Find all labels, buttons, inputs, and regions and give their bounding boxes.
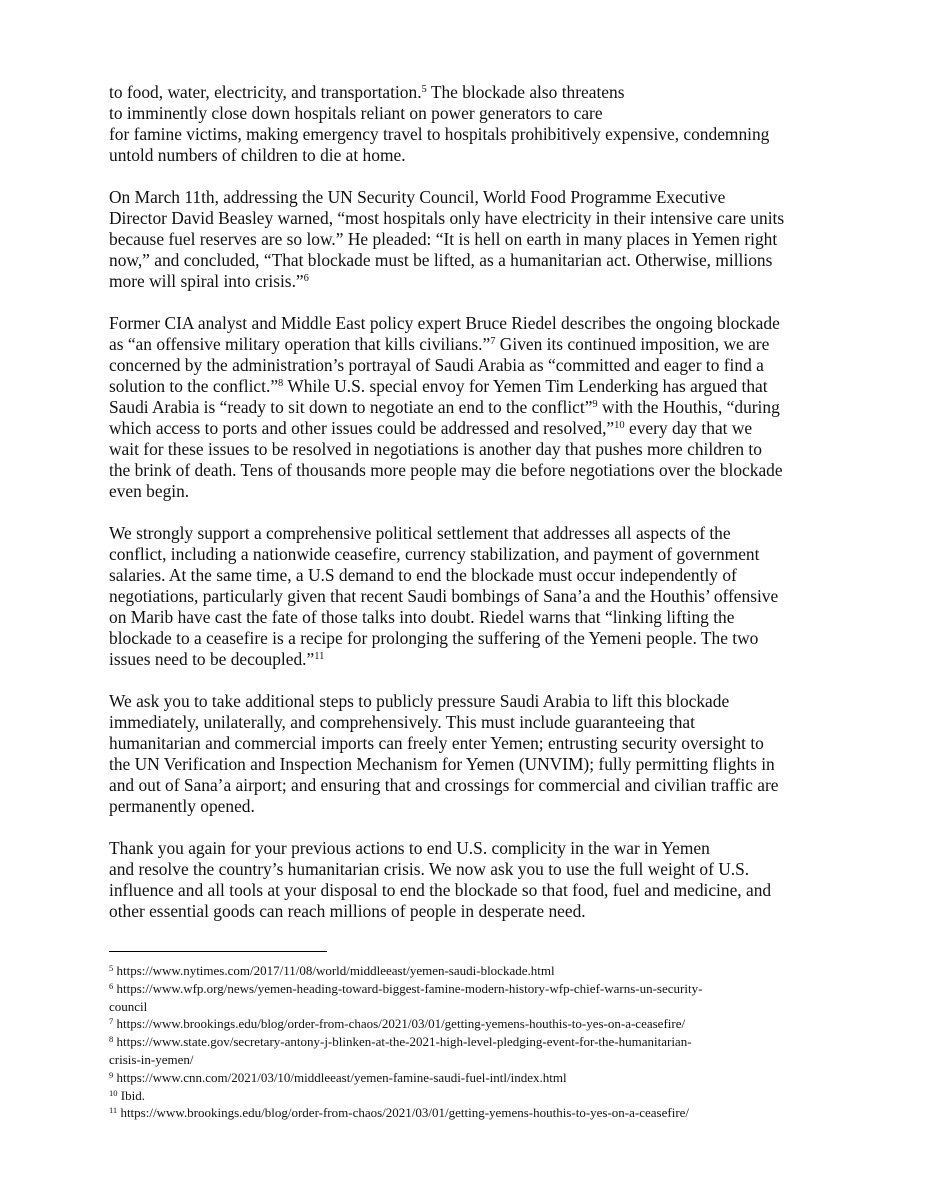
line-text: We strongly support a comprehensive political settlement that addresses all aspects of the [109, 523, 731, 543]
text-line [109, 145, 827, 166]
line-text: issues need to be decoupled.” [109, 649, 315, 669]
text-line [109, 355, 827, 376]
line-text: On March 11th, addressing the UN Security Council, World Food Programme Executive [109, 187, 726, 207]
footnote-marker: 9 [592, 399, 598, 410]
text-line [109, 712, 827, 733]
footnote-text: https://www.brookings.edu/blog/order-from-chaos/2021/03/01/getting-yemens-houthis-to-yes-on-a-ceasefire/ [117, 1105, 690, 1121]
line-text: now,” and concluded, “That blockade must be lifted, as a humanitarian act. Otherwise, millions [109, 250, 773, 270]
text-line [109, 565, 827, 586]
text-line [109, 250, 827, 271]
text-line [109, 586, 827, 607]
line-text: untold numbers of children to die at home. [109, 145, 406, 165]
line-text: other essential goods can reach millions of people in desperate need. [109, 901, 586, 921]
text-line [109, 607, 827, 628]
line-text: Saudi Arabia is “ready to sit down to negotiate an end to the conflict” [109, 397, 593, 417]
text-line [109, 208, 827, 229]
text-line [109, 271, 827, 292]
footnote-number: 9 [109, 1069, 114, 1080]
text-line [109, 187, 827, 208]
line-text: every day that we [624, 418, 753, 438]
line-text: and resolve the country’s humanitarian crisis. We now ask you to use the full weight of U.S. [109, 859, 750, 879]
footnote-marker: 6 [303, 273, 309, 284]
line-text: blockade to a ceasefire is a recipe for prolonging the suffering of the Yemeni people. The two [109, 628, 759, 648]
footnote-entry [109, 980, 827, 998]
footnote-marker: 8 [278, 378, 284, 389]
line-text: for famine victims, making emergency travel to hospitals prohibitively expensive, condemning [109, 124, 770, 144]
footnote-number: 5 [109, 963, 114, 973]
footnote-marker: 11 [314, 651, 325, 662]
footnote-text: crisis-in-yemen/ [109, 1051, 194, 1067]
text-line [109, 460, 827, 481]
line-text: as “an offensive military operation that kills civilians.” [109, 334, 491, 354]
text-line [109, 838, 827, 859]
text-line [109, 796, 827, 817]
line-text: negotiations, particularly given that recent Saudi bombings of Sana’a and the Houthis’ offensive [109, 586, 779, 606]
body-paragraph [109, 82, 827, 166]
footnote-number: 10 [109, 1087, 118, 1098]
letter-body [109, 82, 827, 922]
text-line [109, 880, 827, 901]
footnote-marker: 10 [614, 420, 625, 431]
line-text: immediately, unilaterally, and comprehensively. This must include guaranteeing that [109, 712, 695, 732]
text-line [109, 439, 827, 460]
line-text: to imminently close down hospitals reliant on power generators to care [109, 103, 603, 123]
footnote-entry [109, 962, 827, 980]
line-text: to food, water, electricity, and transportation. [109, 82, 422, 102]
footnote-text: https://www.wfp.org/news/yemen-heading-toward-biggest-famine-modern-history-wfp-chief-warns-un-security- [113, 980, 703, 996]
footnote-entry [109, 1069, 827, 1087]
footnote-text: Ibid. [117, 1087, 145, 1103]
text-line [109, 754, 827, 775]
line-text: permanently opened. [109, 796, 255, 816]
line-text: While U.S. special envoy for Yemen Tim Lenderking has argued that [283, 376, 768, 396]
text-line [109, 397, 827, 418]
text-line [109, 523, 827, 544]
line-text: influence and all tools at your disposal to end the blockade so that food, fuel and medicine, and [109, 880, 772, 900]
line-text: because fuel reserves are so low.” He pleaded: “It is hell on earth in many places in Yemen right [109, 229, 778, 249]
line-text: which access to ports and other issues could be addressed and resolved,” [109, 418, 615, 438]
text-line [109, 859, 827, 880]
text-line [109, 313, 827, 334]
text-line [109, 418, 827, 439]
footnote-entry [109, 1087, 827, 1105]
text-line [109, 82, 827, 103]
line-text: salaries. At the same time, a U.S demand to end the blockade must occur independently of [109, 565, 737, 585]
footnote-text: https://www.nytimes.com/2017/11/08/world/middleeast/yemen-saudi-blockade.html [113, 963, 555, 978]
text-line [109, 733, 827, 754]
line-text: Director David Beasley warned, “most hospitals only have electricity in their intensive care units [109, 208, 785, 228]
line-text: on Marib have cast the fate of those talks into doubt. Riedel warns that “linking lifting the [109, 607, 735, 627]
text-line [109, 334, 827, 355]
text-line [109, 649, 827, 670]
footnotes [109, 962, 827, 1122]
line-text: humanitarian and commercial imports can freely enter Yemen; entrusting security oversight to [109, 733, 764, 753]
line-text: more will spiral into crisis.” [109, 271, 304, 291]
text-line [109, 124, 827, 145]
footnote-number: 6 [109, 980, 114, 991]
text-line [109, 544, 827, 565]
line-text: Thank you again for your previous actions to end U.S. complicity in the war in Yemen [109, 838, 710, 858]
footnote-entry [109, 998, 827, 1016]
text-line [109, 901, 827, 922]
line-text: concerned by the administration’s portrayal of Saudi Arabia as “committed and eager to find a [109, 355, 764, 375]
footnote-text: https://www.state.gov/secretary-antony-j-blinken-at-the-2021-high-level-pledging-event-for-the-humanitarian- [113, 1034, 692, 1050]
footnote-number: 8 [109, 1034, 114, 1045]
footnote-marker: 5 [421, 84, 427, 95]
text-line [109, 481, 827, 502]
line-text: the UN Verification and Inspection Mechanism for Yemen (UNVIM); fully permitting flights in [109, 754, 775, 774]
body-paragraph [109, 523, 827, 670]
line-text: the brink of death. Tens of thousands more people may die before negotiations over the blockade [109, 460, 783, 480]
line-text: solution to the conflict.” [109, 376, 279, 396]
footnote-marker: 7 [490, 336, 496, 347]
body-paragraph [109, 313, 827, 502]
footnote-number: 7 [109, 1016, 114, 1027]
footnote-separator [109, 951, 327, 952]
line-text: We ask you to take additional steps to publicly pressure Saudi Arabia to lift this blockade [109, 691, 730, 711]
footnote-entry [109, 1015, 827, 1033]
line-text: The blockade also threatens [426, 82, 625, 102]
footnote-entry [109, 1051, 827, 1069]
text-line [109, 775, 827, 796]
footnote-number: 11 [109, 1105, 118, 1116]
line-text: and out of Sana’a airport; and ensuring that and crossings for commercial and civilian traffic are [109, 775, 779, 795]
body-paragraph [109, 691, 827, 817]
line-text: Former CIA analyst and Middle East policy expert Bruce Riedel describes the ongoing blockade [109, 313, 780, 333]
line-text: even begin. [109, 481, 190, 501]
footnote-text: https://www.cnn.com/2021/03/10/middleeast/yemen-famine-saudi-fuel-intl/index.html [113, 1069, 567, 1085]
footnote-entry [109, 1104, 827, 1122]
line-text: wait for these issues to be resolved in negotiations is another day that pushes more children to [109, 439, 762, 459]
footnote-text: council [109, 998, 148, 1014]
text-line [109, 376, 827, 397]
text-line [109, 628, 827, 649]
footnote-text: https://www.brookings.edu/blog/order-from-chaos/2021/03/01/getting-yemens-houthis-to-yes-on-a-ceasefire/ [113, 1016, 686, 1032]
text-line [109, 229, 827, 250]
line-text: with the Houthis, “during [597, 397, 780, 417]
text-line [109, 103, 827, 124]
body-paragraph [109, 187, 827, 292]
text-line [109, 691, 827, 712]
footnote-entry [109, 1033, 827, 1051]
line-text: conflict, including a nationwide ceasefire, currency stabilization, and payment of government [109, 544, 760, 564]
line-text: Given its continued imposition, we are [495, 334, 770, 354]
body-paragraph [109, 838, 827, 922]
